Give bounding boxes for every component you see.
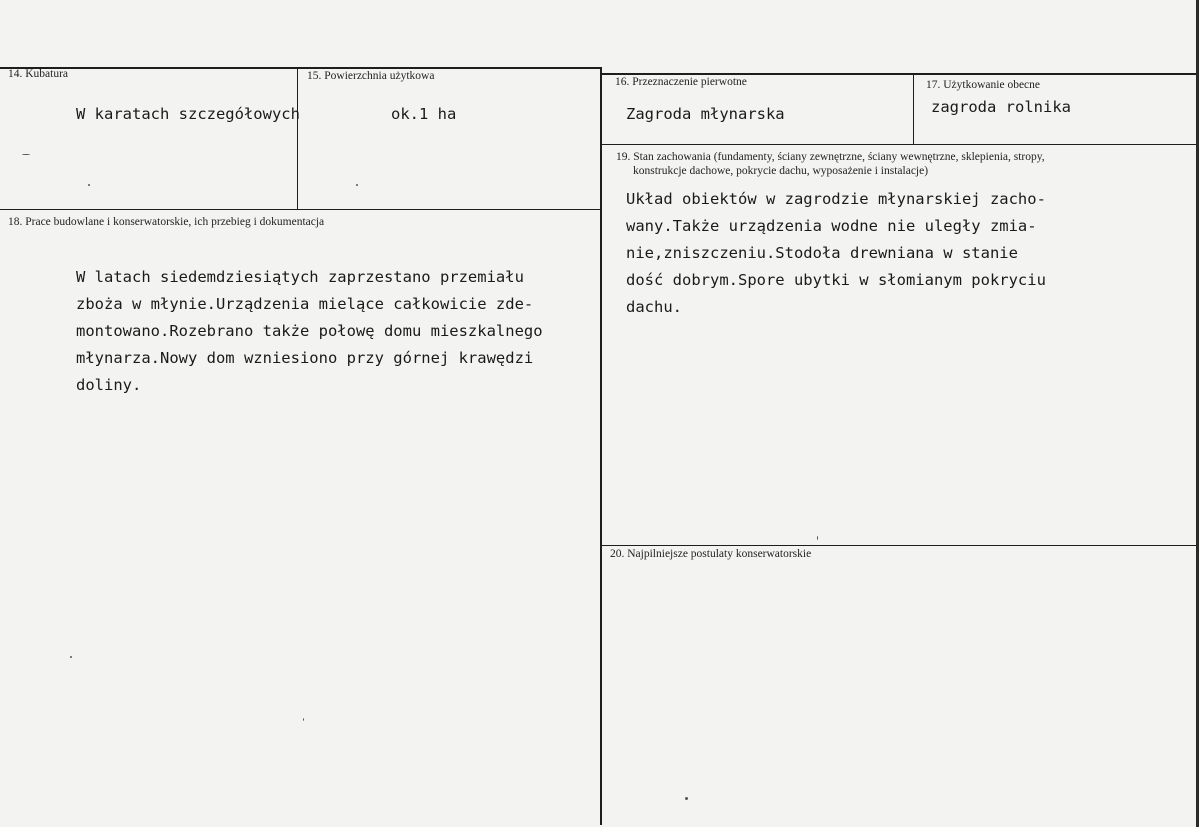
scan-speck <box>685 797 688 800</box>
field-20-label: 20. Najpilniejsze postulaty konserwatorskie <box>610 548 812 560</box>
field-18-text <box>76 264 543 399</box>
field-19-text <box>626 186 1046 321</box>
field-17-label: 17. Użytkowanie obecne <box>926 79 1041 91</box>
top-rule-left <box>0 67 602 69</box>
top-rule-right <box>602 73 1199 75</box>
rule-above-18 <box>0 209 602 210</box>
divider-14-15 <box>297 67 298 209</box>
field-18-line: zboża w młynie.Urządzenia mielące całkowicie zde- <box>76 295 534 313</box>
field-15-label: 15. Powierzchnia użytkowa <box>307 70 435 82</box>
rule-above-19 <box>602 144 1199 145</box>
field-19-line: dachu. <box>626 298 682 316</box>
field-19-line: Układ obiektów w zagrodzie młynarskiej zacho- <box>626 190 1046 208</box>
field-16-label: 16. Przeznaczenie pierwotne <box>615 76 747 88</box>
field-15-value: ok.1 ha <box>391 105 457 123</box>
field-19-line: wany.Także urządzenia wodne nie uległy zmia- <box>626 217 1037 235</box>
scan-speck <box>356 184 358 186</box>
field-18-label: 18. Prace budowlane i konserwatorskie, ich przebieg i dokumentacja <box>8 216 325 228</box>
scan-speck <box>88 184 90 186</box>
field-18-line: montowano.Rozebrano także połowę domu mieszkalnego <box>76 322 543 340</box>
scan-speck <box>817 536 818 540</box>
field-19-line: dość dobrym.Spore ubytki w słomianym pokryciu <box>626 271 1046 289</box>
field-18-line: W latach siedemdziesiątych zaprzestano przemiału <box>76 268 524 286</box>
field-17-value: zagroda rolnika <box>931 98 1071 116</box>
scan-speck <box>303 718 304 721</box>
field-19-label-line-1: 19. Stan zachowania (fundamenty, ściany zewnętrzne, ściany wewnętrzne, sklepienia, stropy, <box>616 151 1045 163</box>
divider-16-17 <box>913 74 914 144</box>
center-divider <box>600 67 602 825</box>
field-16-value: Zagroda młynarska <box>626 105 785 123</box>
field-14-value: W karatach szczegółowych <box>76 105 300 123</box>
scan-speck <box>22 154 30 155</box>
field-19-line: nie,zniszczeniu.Stodoła drewniana w stanie <box>626 244 1018 262</box>
field-19-label-line-2: konstrukcje dachowe, pokrycie dachu, wyposażenie i instalacje) <box>633 165 929 177</box>
field-14-label: 14. Kubatura <box>8 68 69 80</box>
rule-above-20 <box>602 545 1199 546</box>
field-18-line: doliny. <box>76 376 142 394</box>
scan-speck <box>70 656 72 658</box>
field-18-line: młynarza.Nowy dom wzniesiono przy górnej krawędzi <box>76 349 534 367</box>
